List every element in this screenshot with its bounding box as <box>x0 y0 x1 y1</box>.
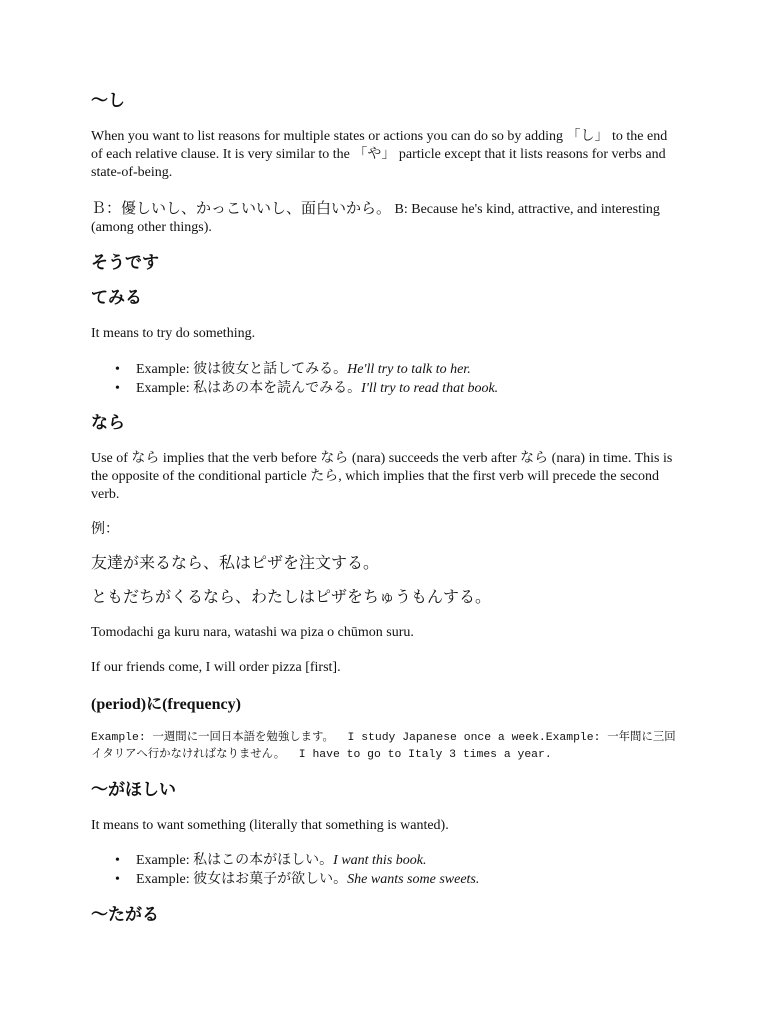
temiru-paragraph: It means to try do something. <box>91 326 256 341</box>
example-japanese: 彼女はお菓子が欲しい。 <box>193 871 348 887</box>
section-heading-hoshii: 〜がほしい <box>91 780 176 799</box>
list-item <box>91 871 679 890</box>
shi-paragraph: When you want to list reasons for multiple states or actions you can do so by adding 「し」 to the end of each relative clause. It is very similar to the 「や」 particle except that it lists reasons for verbs and state-of-being. <box>91 129 668 180</box>
section-heading-frequency: (period)に(frequency) <box>91 696 241 713</box>
shi-example-japanese: Ｂ：優しいし、かっこいいし、面白いから。 <box>91 201 392 217</box>
section-heading-nara: なら <box>91 413 125 432</box>
example-translation: I'll try to read that book. <box>361 380 499 396</box>
nara-example-label: 例： <box>91 522 119 537</box>
example-prefix: Example: <box>136 853 194 868</box>
example-prefix: Example: <box>136 362 194 377</box>
hoshii-paragraph: It means to want something (literally that something is wanted). <box>91 818 449 833</box>
example-prefix: Example: <box>136 380 194 396</box>
section-heading-temiru: てみる <box>91 288 142 307</box>
frequency-example-code: Example: 一週間に一回日本語を勉強します。 I study Japanese once a week.Example: 一年間に三回イタリアへ行かなければなりません。 I have to go to Italy 3 times a year. <box>91 732 676 761</box>
shi-example <box>91 200 679 237</box>
section-heading-tagaru: 〜たがる <box>91 905 159 924</box>
nara-example-kanji: 友達が来るなら、私はピザを注文する。 <box>91 555 380 572</box>
example-translation: I want this book. <box>333 853 427 868</box>
section-heading-soudesu: そうです <box>91 253 159 272</box>
example-japanese: 彼は彼女と話してみる。 <box>193 362 348 377</box>
temiru-example-list <box>91 361 679 398</box>
example-prefix: Example: <box>136 871 194 887</box>
list-item <box>91 852 679 871</box>
section-heading-shi: 〜し <box>91 91 125 110</box>
shi-example-english: B: Because he's kind, attractive, and interesting (among other things). <box>91 202 660 235</box>
hoshii-example-list <box>91 852 679 889</box>
nara-example-translation: If our friends come, I will order pizza [first]. <box>91 660 341 675</box>
nara-example-romaji: Tomodachi ga kuru nara, watashi wa piza o chūmon suru. <box>91 625 414 640</box>
example-translation: She wants some sweets. <box>347 871 480 887</box>
list-item <box>91 361 679 380</box>
nara-example-kana: ともだちがくるなら、わたしはピザをちゅうもんする。 <box>91 589 492 606</box>
example-translation: He'll try to talk to her. <box>347 362 471 377</box>
example-japanese: 私はあの本を読んでみる。 <box>193 380 362 396</box>
example-japanese: 私はこの本がほしい。 <box>193 853 334 868</box>
list-item <box>91 380 679 399</box>
nara-paragraph: Use of なら implies that the verb before なら (nara) succeeds the verb after なら (nara) in time. This is the opposite of the conditional particle たら, which implies that the first verb will precede the second verb. <box>91 451 673 502</box>
